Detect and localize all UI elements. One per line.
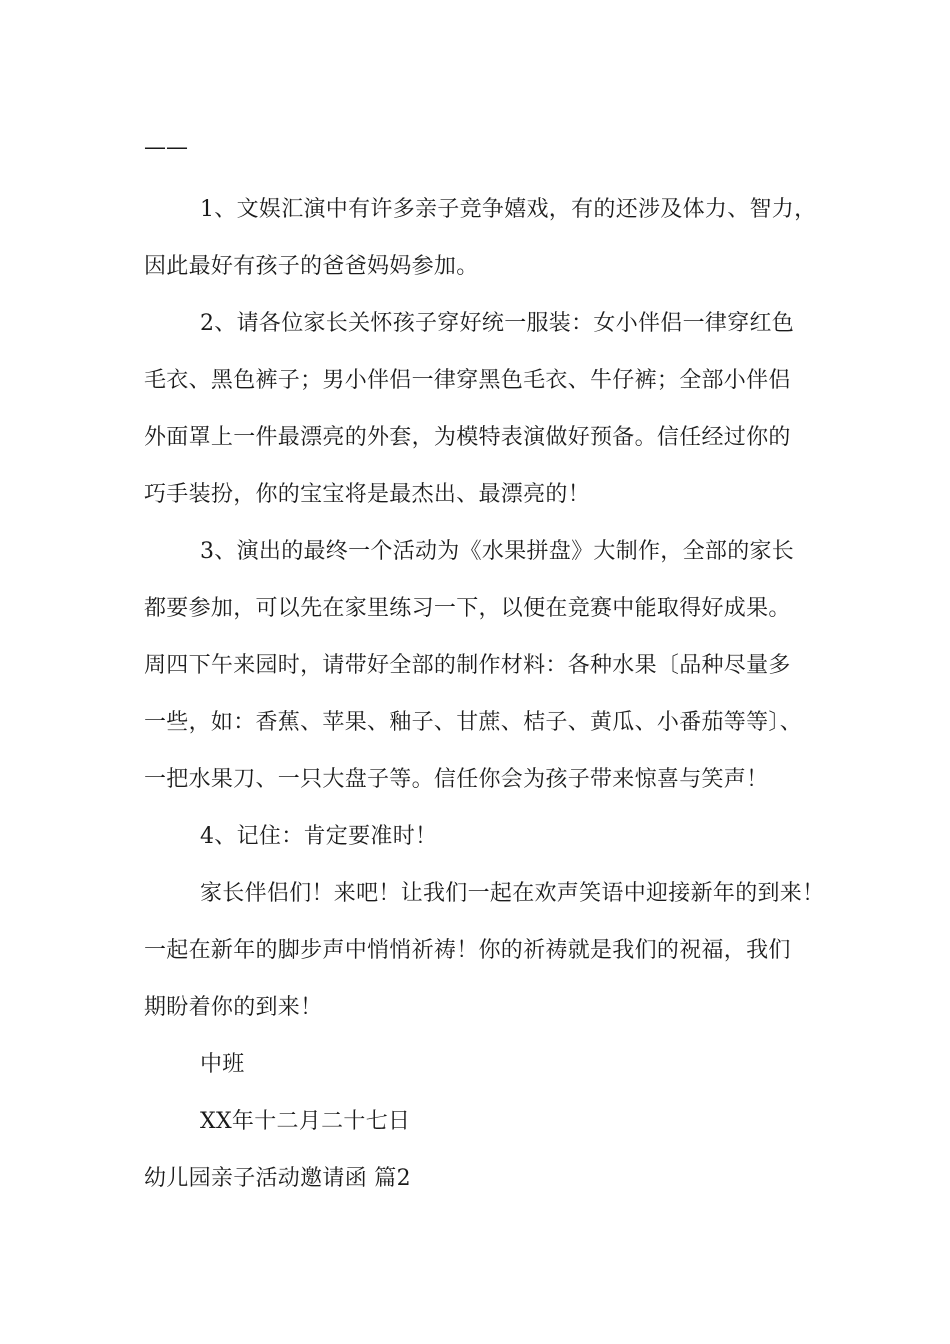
item-4-line-1: 4、记住：肯定要准时！ — [200, 824, 438, 849]
signature-class: 中班 — [200, 1052, 245, 1077]
item-3-line-2: 都要参加，可以先在家里练习一下，以便在竞赛中能取得好成果。 — [144, 596, 791, 621]
item-2-line-1: 2、请各位家长关怀孩子穿好统一服装：女小伴侣一律穿红色 — [200, 311, 795, 336]
leading-dash: —— — [144, 135, 188, 160]
item-2-line-4: 巧手装扮，你的宝宝将是最杰出、最漂亮的！ — [144, 482, 591, 507]
item-3-line-1: 3、演出的最终一个活动为《水果拼盘》大制作，全部的家长 — [200, 539, 795, 564]
item-3-line-3: 周四下午来园时，请带好全部的制作材料：各种水果〔品种尽量多 — [144, 653, 791, 678]
item-3-line-4: 一些，如：香蕉、苹果、釉子、甘蔗、桔子、黄瓜、小番茄等等〕、 — [144, 710, 803, 735]
item-2-line-2: 毛衣、黑色裤子；男小伴侣一律穿黑色毛衣、牛仔裤；全部小伴侣 — [144, 368, 791, 393]
closing-line-2: 一起在新年的脚步声中悄悄祈祷！你的祈祷就是我们的祝福，我们 — [144, 938, 791, 963]
item-1-line-2: 因此最好有孩子的爸爸妈妈参加。 — [144, 254, 479, 279]
item-3-line-5: 一把水果刀、一只大盘子等。信任你会为孩子带来惊喜与笑声！ — [144, 767, 769, 792]
closing-line-3: 期盼着你的到来！ — [144, 995, 323, 1020]
item-1-line-1: 1、文娱汇演中有许多亲子竞争嬉戏，有的还涉及体力、智力， — [200, 197, 817, 222]
next-section-title: 幼儿园亲子活动邀请函 篇2 — [144, 1166, 411, 1191]
closing-line-1: 家长伴侣们！来吧！让我们一起在欢声笑语中迎接新年的到来！ — [200, 881, 825, 906]
item-2-line-3: 外面罩上一件最漂亮的外套，为模特表演做好预备。信任经过你的 — [144, 425, 791, 450]
signature-date: XX年十二月二十七日 — [200, 1109, 411, 1134]
